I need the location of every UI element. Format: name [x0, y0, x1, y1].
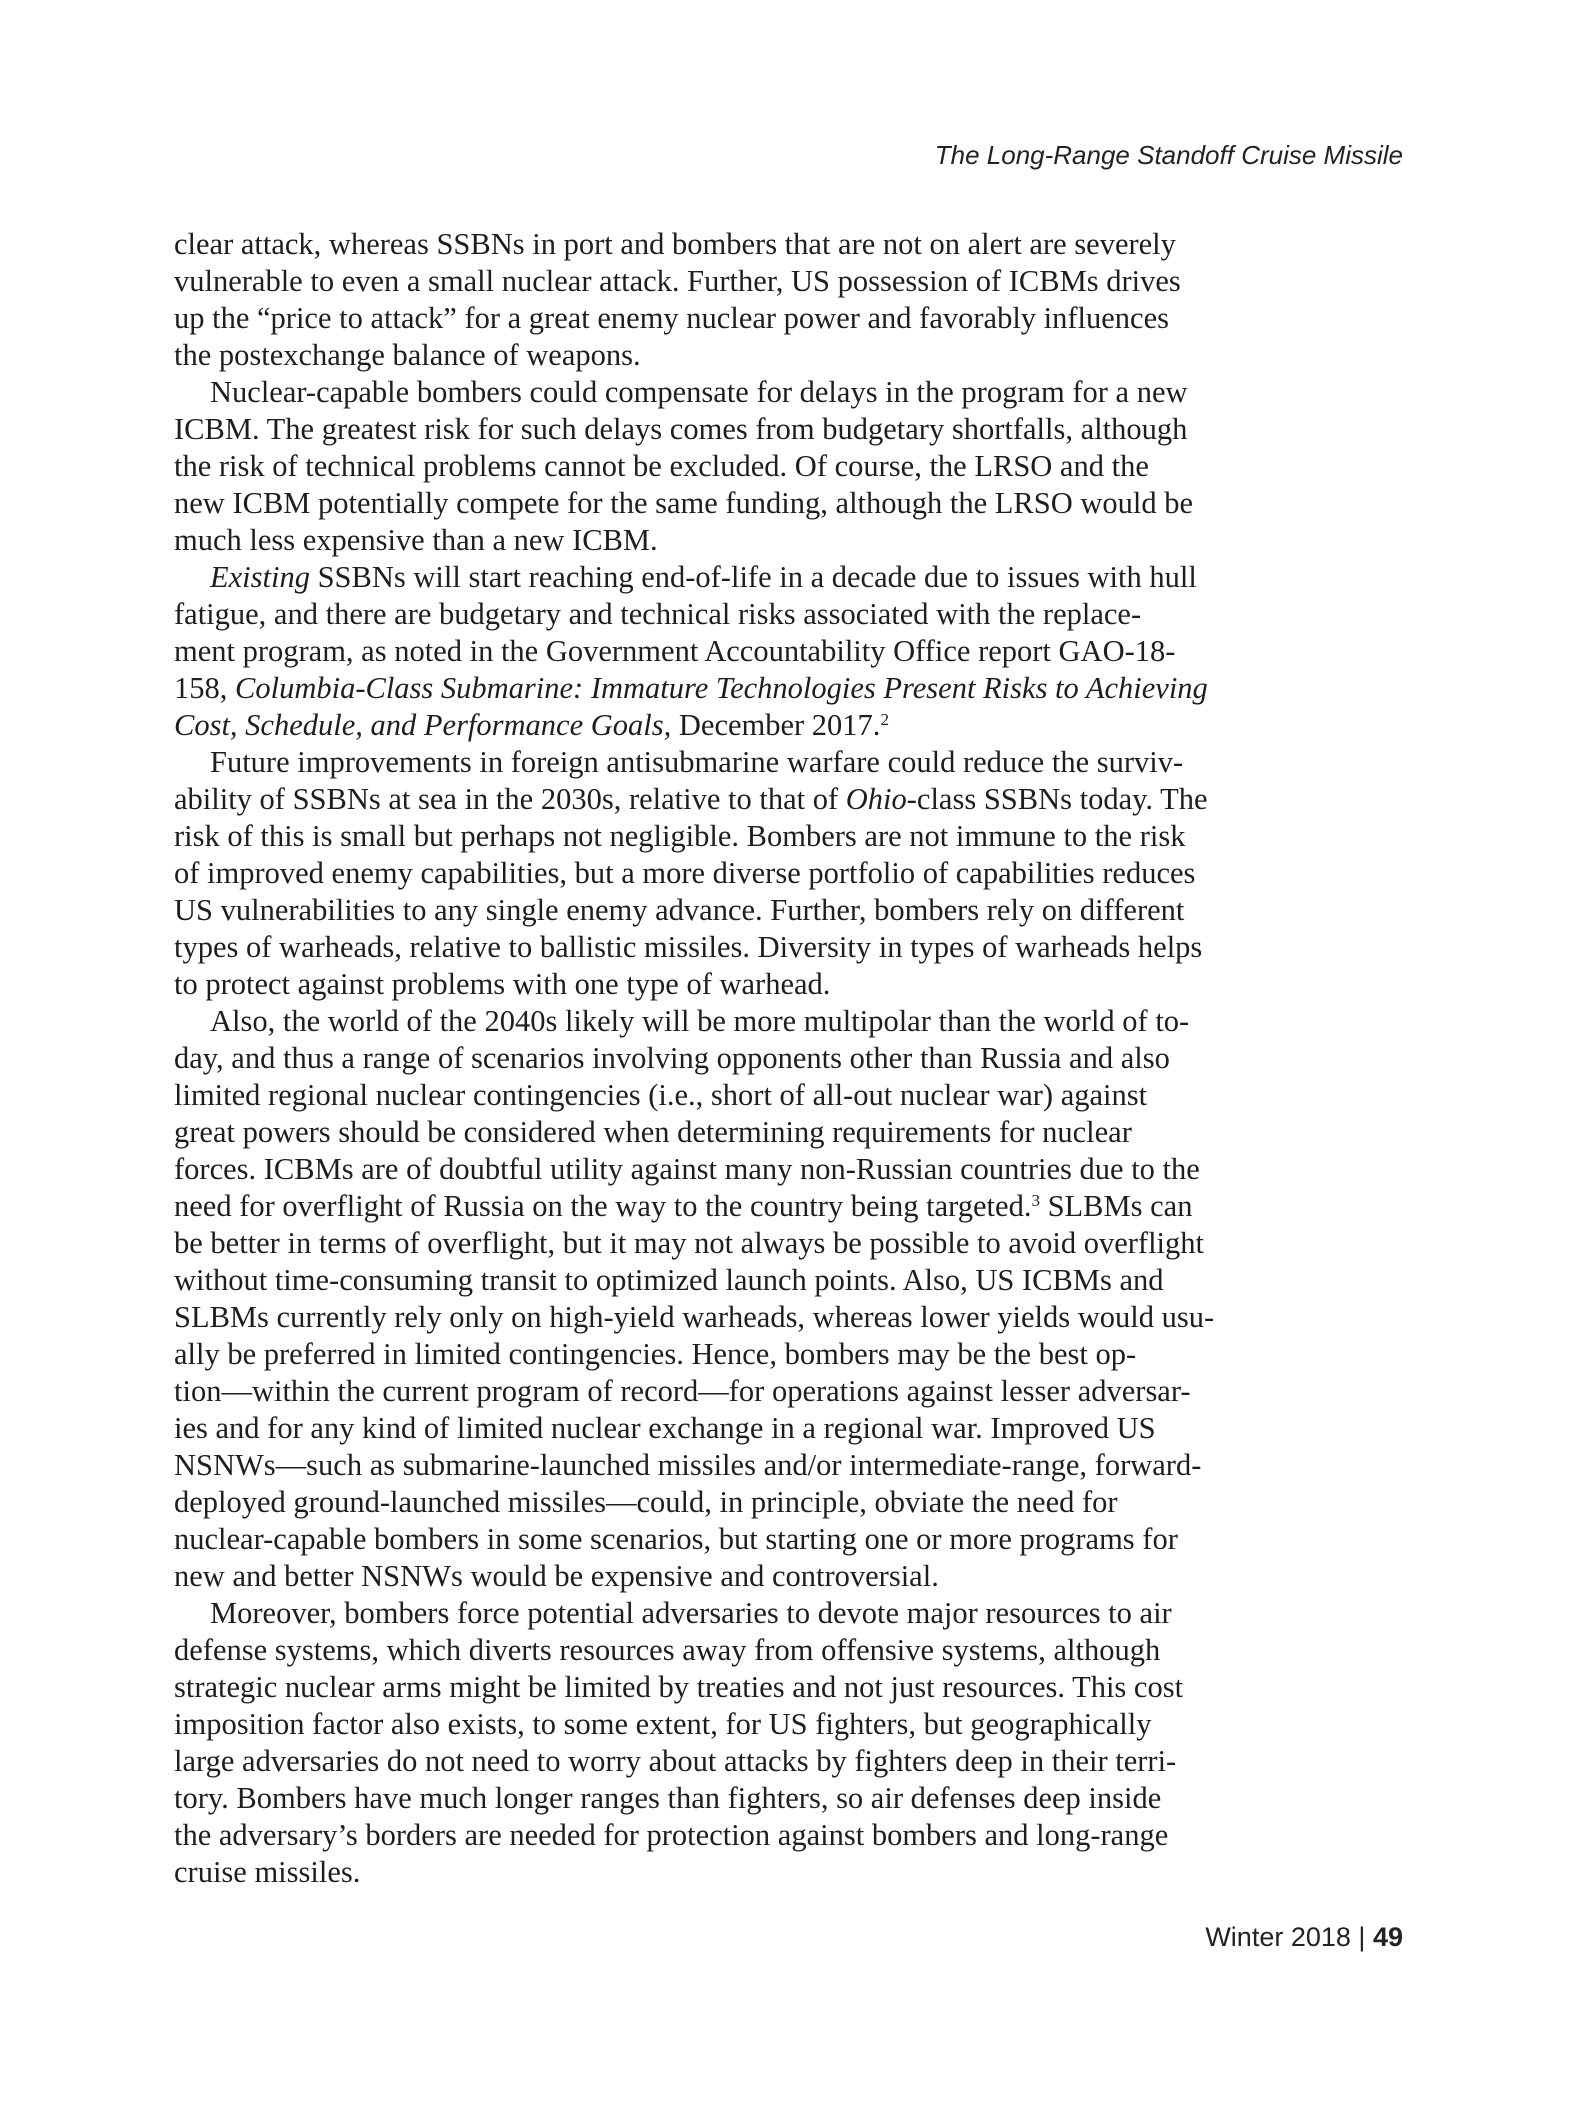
text-line: to protect against problems with one type of warhead.	[174, 967, 831, 1001]
paragraph-5	[174, 1003, 1414, 1595]
text-line: US vulnerabilities to any single enemy advance. Further, bombers rely on different	[174, 893, 1185, 927]
text-line	[174, 781, 1414, 818]
text-run: December 2017.	[671, 708, 881, 742]
footnote-ref-2[interactable]: 2	[880, 710, 889, 729]
text-line: fatigue, and there are budgetary and technical risks associated with the replace-	[174, 597, 1142, 631]
text-line: the adversary’s borders are needed for protection against bombers and long-range	[174, 1818, 1169, 1852]
text-line: limited regional nuclear contingencies (i.e., short of all-out nuclear war) against	[174, 1078, 1148, 1112]
text-line: imposition factor also exists, to some extent, for US fighters, but geographically	[174, 1707, 1152, 1741]
text-line: cruise missiles.	[174, 1855, 361, 1889]
italic-text: Ohio	[845, 782, 907, 816]
report-title-italic: Cost, Schedule, and Performance Goals,	[174, 708, 672, 742]
text-line: forces. ICBMs are of doubtful utility against many non-Russian countries due to the	[174, 1152, 1200, 1186]
footnote-ref-3[interactable]: 3	[1031, 1191, 1040, 1210]
text-line: ICBM. The greatest risk for such delays comes from budgetary shortfalls, although	[174, 412, 1188, 446]
report-title-italic: Columbia-Class Submarine: Immature Technologies Present Risks to Achieving	[235, 671, 1208, 705]
text-line: day, and thus a range of scenarios involving opponents other than Russia and also	[174, 1041, 1170, 1075]
text-line: new and better NSNWs would be expensive and controversial.	[174, 1559, 939, 1593]
text-run: need for overflight of Russia on the way to the country being targeted.	[174, 1189, 1032, 1223]
text-run: ability of SSBNs at sea in the 2030s, relative to that of	[174, 782, 846, 816]
text-line: the risk of technical problems cannot be excluded. Of course, the LRSO and the	[174, 449, 1149, 483]
text-line: great powers should be considered when determining requirements for nuclear	[174, 1115, 1132, 1149]
text-line	[174, 1188, 1414, 1225]
text-line: be better in terms of overflight, but it may not always be possible to avoid overflight	[174, 1226, 1205, 1260]
text-line: up the “price to attack” for a great enemy nuclear power and favorably influences	[174, 301, 1170, 335]
text-line	[174, 559, 1414, 596]
text-line: ies and for any kind of limited nuclear exchange in a regional war. Improved US	[174, 1411, 1156, 1445]
italic-text: Existing	[210, 560, 310, 594]
text-run: SSBNs will start reaching end-of-life in a decade due to issues with hull	[309, 560, 1197, 594]
text-line: Nuclear-capable bombers could compensate for delays in the program for a new	[210, 375, 1188, 409]
text-line: ally be preferred in limited contingencies. Hence, bombers may be the best op-	[174, 1337, 1137, 1371]
text-line: much less expensive than a new ICBM.	[174, 523, 658, 557]
page-footer	[1205, 1922, 1403, 1953]
text-line: SLBMs currently rely only on high-yield warheads, whereas lower yields would usu-	[174, 1300, 1215, 1334]
text-line: large adversaries do not need to worry about attacks by fighters deep in their terri-	[174, 1744, 1177, 1778]
text-run: SLBMs can	[1039, 1189, 1193, 1223]
text-line	[174, 707, 1414, 744]
paragraph-3	[174, 559, 1414, 744]
text-line: of improved enemy capabilities, but a more diverse portfolio of capabilities reduces	[174, 856, 1196, 890]
text-line: NSNWs—such as submarine-launched missiles and/or intermediate-range, forward-	[174, 1448, 1202, 1482]
text-line	[174, 670, 1414, 707]
text-line: Also, the world of the 2040s likely will be more multipolar than the world of to-	[210, 1004, 1190, 1038]
paragraph-6	[174, 1595, 1414, 1891]
text-line: ment program, as noted in the Government Accountability Office report GAO-18-	[174, 634, 1176, 668]
text-line: strategic nuclear arms might be limited by treaties and not just resources. This cost	[174, 1670, 1184, 1704]
text-line: tory. Bombers have much longer ranges than fighters, so air defenses deep inside	[174, 1781, 1162, 1815]
footer-separator: |	[1358, 1922, 1366, 1952]
text-line: Moreover, bombers force potential adversaries to devote major resources to air	[210, 1596, 1172, 1630]
paragraph-2	[174, 374, 1414, 559]
text-line: defense systems, which diverts resources away from offensive systems, although	[174, 1633, 1161, 1667]
page-number: 49	[1372, 1922, 1403, 1952]
text-run: -class SSBNs today. The	[906, 782, 1208, 816]
text-line: without time-consuming transit to optimized launch points. Also, US ICBMs and	[174, 1263, 1164, 1297]
text-line: deployed ground-launched missiles—could, in principle, obviate the need for	[174, 1485, 1118, 1519]
text-line: nuclear-capable bombers in some scenarios, but starting one or more programs for	[174, 1522, 1178, 1556]
text-line: clear attack, whereas SSBNs in port and bombers that are not on alert are severely	[174, 227, 1176, 261]
text-line: Future improvements in foreign antisubmarine warfare could reduce the surviv-	[210, 745, 1184, 779]
running-head: The Long-Range Standoff Cruise Missile	[934, 140, 1403, 170]
text-line: new ICBM potentially compete for the same funding, although the LRSO would be	[174, 486, 1194, 520]
text-line: the postexchange balance of weapons.	[174, 338, 641, 372]
paragraph-1	[174, 226, 1414, 374]
paragraph-4	[174, 744, 1414, 1003]
text-line: tion—within the current program of record—for operations against lesser adversar-	[174, 1374, 1191, 1408]
article-body	[174, 226, 1414, 1891]
issue-label: Winter 2018	[1205, 1922, 1351, 1952]
text-line: types of warheads, relative to ballistic missiles. Diversity in types of warheads helps	[174, 930, 1203, 964]
text-line: risk of this is small but perhaps not negligible. Bombers are not immune to the risk	[174, 819, 1186, 853]
text-run: 158,	[174, 671, 235, 705]
text-line: vulnerable to even a small nuclear attack. Further, US possession of ICBMs drives	[174, 264, 1181, 298]
